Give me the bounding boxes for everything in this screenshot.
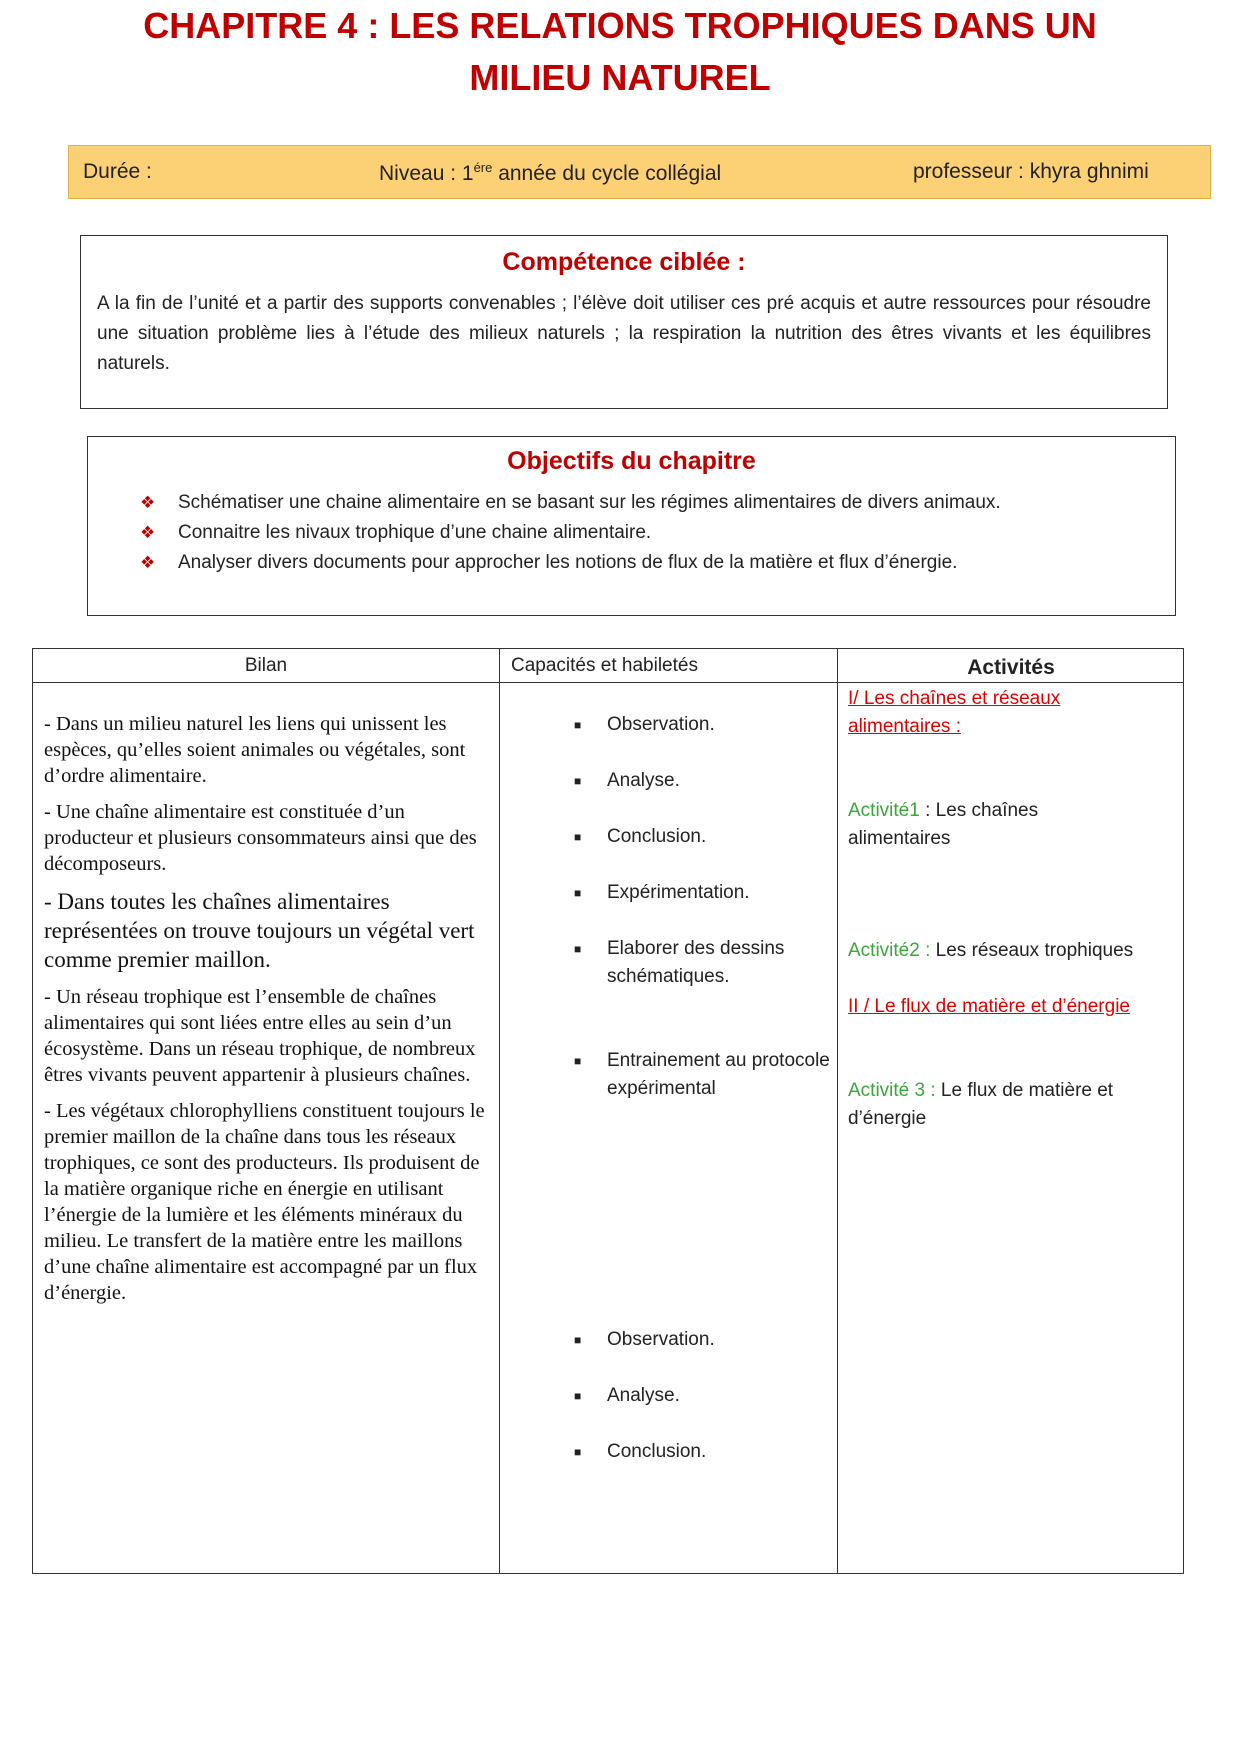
square-bullet-icon: ■ [574, 718, 582, 732]
diamond-bullet-icon: ❖ [140, 493, 156, 512]
square-bullet-icon: ■ [574, 1389, 582, 1403]
header-activites: Activités [967, 656, 1055, 679]
bilan-paragraph: - Un réseau trophique est l’ensemble de chaînes alimentaires qui sont liées entre elles au sein d’un écosystème. Dans un réseau trophique, de nombreux êtres vivants peuvent appartenir à plusieurs chaînes. [44, 986, 476, 1086]
section-heading-flux: II / Le flux de matière et d’énergie [848, 996, 1130, 1017]
capacite-item: ■ Conclusion. [607, 1438, 706, 1466]
niveau-label: Niveau : $1^{ére}$ année du cycle collégial [379, 160, 722, 185]
section-heading-chaines: I/ Les chaînes et réseaux alimentaires : [848, 688, 1061, 737]
capacite-item: ■ Observation. [607, 1326, 715, 1354]
capacite-item: ■ Observation. [607, 711, 715, 739]
competence-text: A la fin de l’unité et a partir des supports convenables ; l’élève doit utiliser ces pré acquis et autre ressources pour résoudre une situation problème lies à l’étude des milieux naturels ; la respiration la nutrition des êtres vivants et les équilibres naturels. [97, 293, 1151, 374]
info-bar [68, 145, 1211, 199]
bilan-column [44, 711, 490, 1316]
square-bullet-icon: ■ [574, 830, 582, 844]
capacite-item: ■ Elaborer des dessins schématiques. [607, 935, 827, 991]
competence-box [80, 235, 1168, 409]
square-bullet-icon: ■ [574, 942, 582, 956]
objectif-item: ❖ Analyser divers documents pour approcher les notions de flux de la matière et flux d’énergie. [88, 548, 1175, 578]
lesson-table [32, 648, 1184, 1574]
bilan-paragraph: - Une chaîne alimentaire est constituée d’un producteur et plusieurs consommateurs ainsi que des décomposeurs. [44, 801, 477, 875]
objectifs-box [87, 436, 1176, 616]
square-bullet-icon: ■ [574, 1445, 582, 1459]
professeur-label: professeur : khyra ghnimi [913, 160, 1149, 183]
activite-1: Activité1 : Les chaînes alimentaires [848, 800, 1039, 849]
activite-2: Activité2 : Les réseaux trophiques [848, 940, 1134, 961]
page-title: CHAPITRE 4 : LES RELATIONS TROPHIQUES DANS UN MILIEU NATUREL [143, 5, 1097, 98]
square-bullet-icon: ■ [574, 886, 582, 900]
competence-heading: Compétence ciblée : [502, 248, 746, 276]
diamond-bullet-icon: ❖ [140, 523, 156, 542]
objectifs-list [88, 488, 1175, 578]
diamond-bullet-icon: ❖ [140, 553, 156, 572]
square-bullet-icon: ■ [574, 774, 582, 788]
capacite-item: ■ Conclusion. [607, 823, 706, 851]
activite-3: Activité 3 : Le flux de matière et d’énergie [848, 1080, 1114, 1129]
square-bullet-icon: ■ [574, 1333, 582, 1347]
bilan-paragraph: - Les végétaux chlorophylliens constituent toujours le premier maillon de la chaîne dans tous les réseaux trophiques, ce sont des producteurs. Ils produisent de la matière organique riche en énergie en utilisant l’énergie de la lumière et les éléments minéraux du milieu. Le transfert de la matière entre les maillons d’une chaîne alimentaire est accompagné par un flux d’énergie. [44, 1100, 485, 1304]
activites-column [837, 649, 1185, 1573]
capacites-column [499, 649, 837, 1573]
duree-label: Durée : [83, 160, 152, 183]
square-bullet-icon: ■ [574, 1054, 582, 1068]
objectifs-heading: Objectifs du chapitre [507, 447, 756, 475]
header-bilan: Bilan [244, 655, 288, 676]
bilan-paragraph: - Dans toutes les chaînes alimentaires représentées on trouve toujours un végétal vert comme premier maillon. [44, 889, 475, 972]
header-capacites: Capacités et habiletés [511, 655, 698, 676]
capacite-item: ■ Entrainement au protocole expérimental [607, 1047, 832, 1103]
capacite-item: ■ Analyse. [607, 767, 680, 795]
objectif-item: ❖ Connaitre les nivaux trophique d’une chaine alimentaire. [88, 518, 1175, 548]
bilan-paragraph: - Dans un milieu naturel les liens qui unissent les espèces, qu’elles soient animales ou végétales, sont d’ordre alimentaire. [44, 713, 466, 787]
capacite-item: ■ Analyse. [607, 1382, 680, 1410]
objectif-item: ❖ Schématiser une chaine alimentaire en se basant sur les régimes alimentaires de divers animaux. [88, 488, 1175, 518]
capacite-item: ■ Expérimentation. [607, 879, 750, 907]
